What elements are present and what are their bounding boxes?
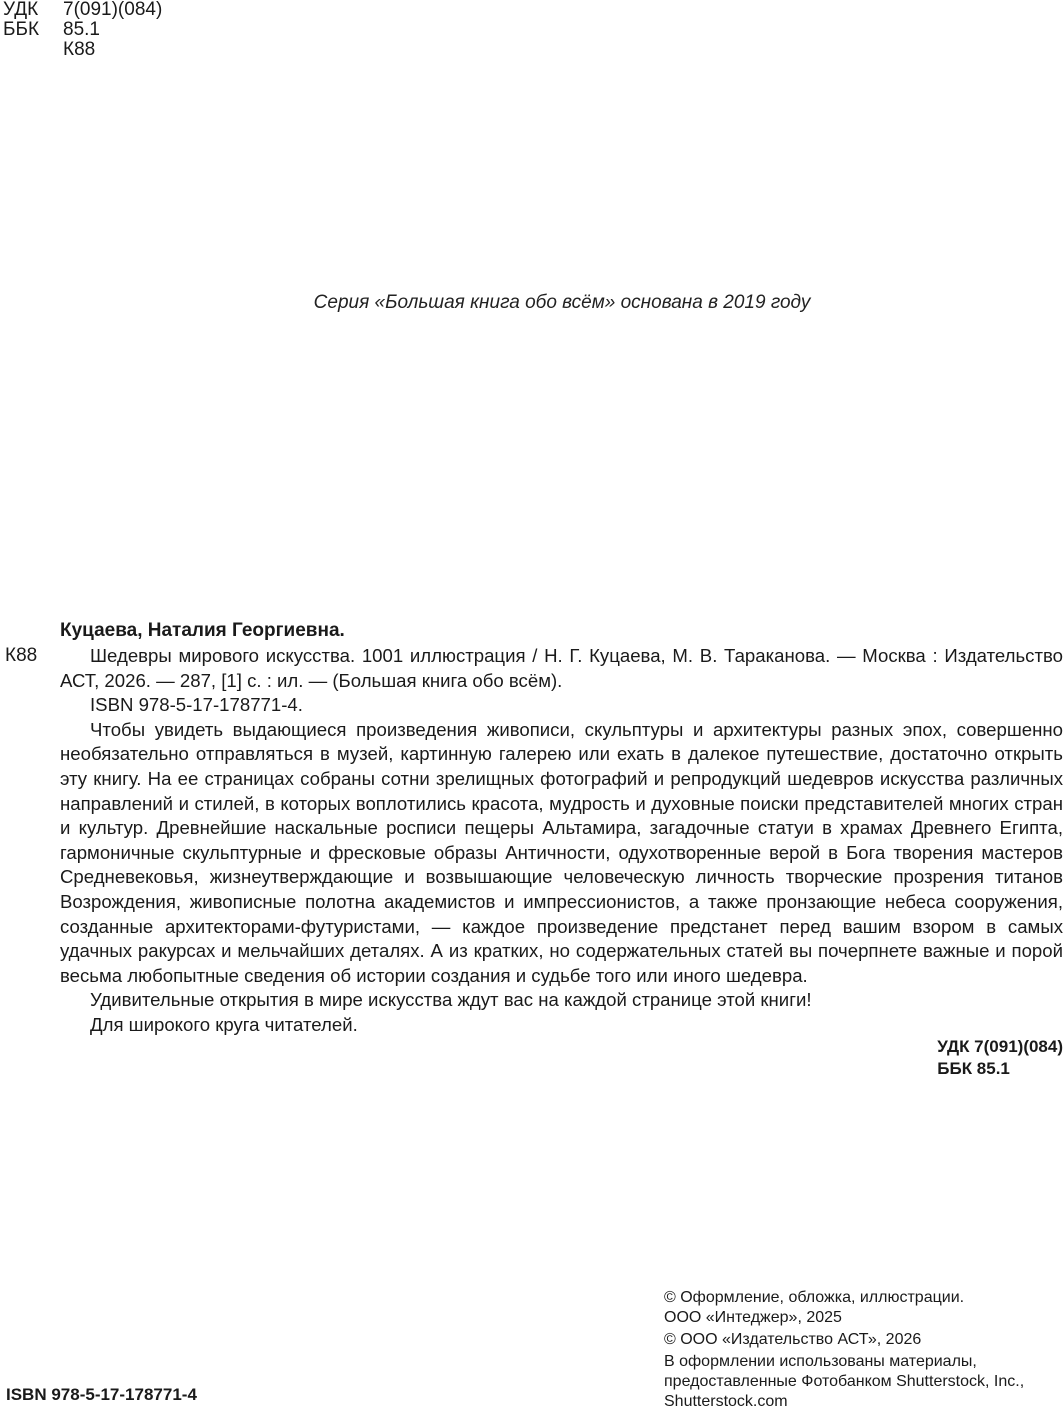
copyright-line-5: предоставленные Фотобанком Shutterstock, Inc., xyxy=(664,1373,1025,1390)
author-heading: Куцаева, Наталия Георгиевна. xyxy=(60,620,345,641)
catalog-author-mark: К88 xyxy=(5,645,38,666)
isbn-bottom: ISBN 978-5-17-178771-4 xyxy=(6,1385,197,1404)
udk-row xyxy=(3,0,162,20)
closing-line: Удивительные открытия в мире искусства ждут вас на каждой странице этой книги! xyxy=(90,989,812,1011)
udk-value: 7(091)(084) xyxy=(63,0,163,20)
author-mark-row xyxy=(3,40,162,60)
copyright-line-2: ООО «Интеджер», 2025 xyxy=(664,1309,842,1326)
author-mark: К88 xyxy=(63,39,96,60)
codes-block xyxy=(937,1036,1063,1080)
copyright-line-6: Shutterstock.com xyxy=(664,1393,788,1410)
copyright-block xyxy=(664,1288,1064,1412)
bbk-row xyxy=(3,20,162,40)
catalog-card-body xyxy=(60,644,1063,1038)
bbk-code: ББК 85.1 xyxy=(937,1059,1010,1078)
udk-label: УДК xyxy=(3,0,39,20)
series-note: Серия «Большая книга обо всём» основана в 2019 году xyxy=(313,292,811,313)
audience-line: Для широкого круга читателей. xyxy=(90,1013,358,1035)
copyright-line-1: © Оформление, обложка, иллюстрации. xyxy=(664,1289,965,1306)
bbk-value: 85.1 xyxy=(63,19,100,40)
udk-code: УДК 7(091)(084) xyxy=(937,1037,1063,1056)
isbn-line: ISBN 978-5-17-178771-4. xyxy=(90,694,303,716)
copyright-line-4: В оформлении использованы материалы, xyxy=(664,1353,977,1370)
copyright-line-3: © ООО «Издательство АСТ», 2026 xyxy=(664,1331,922,1348)
classification-block xyxy=(3,0,162,60)
bbk-label: ББК xyxy=(3,19,40,40)
annotation: Чтобы увидеть выдающиеся произведения живописи, скульптуры и архитектуры разных эпох, совершенно необязательно отправляться в музей, картинную галерею или ехать в далекое путешествие, достаточно открыть эту книгу. На ее страницах собраны сотни зрелищных фотографий и репродукций шедевров искусства различных направлений и стилей, в которых воплотились красота, мудрость и духовные поиски представителей многих стран и культур. Древнейшие наскальные росписи пещеры Альтамира, загадочные статуи в храмах Древнего Египта, гармоничные скульптурные и фресковые образы Античности, одухотворенные верой в Бога творения мастеров Средневековья, жизнеутверждающие и возвышающие человеческую личность творческие прозрения титанов Возрождения, живописные полотна академистов и импрессионистов, а также пронзающие небеса сооружения, созданные архитекторами-футуристами, — каждое произведение предстанет перед вашим взором в самых удачных ракурсах и мельчайших деталях. А из кратких, но содержательных статей вы почерпнете важные и порой весьма любопытные сведения об истории создания и судьбе того или иного шедевра. xyxy=(60,718,1063,986)
title-line: Шедевры мирового искусства. 1001 иллюстрация / Н. Г. Куцаева, М. В. Тараканова. — Москва : Издательство АСТ, 2026. — 287, [1] с. : ил. — (Большая книга обо всём). xyxy=(60,645,1063,691)
